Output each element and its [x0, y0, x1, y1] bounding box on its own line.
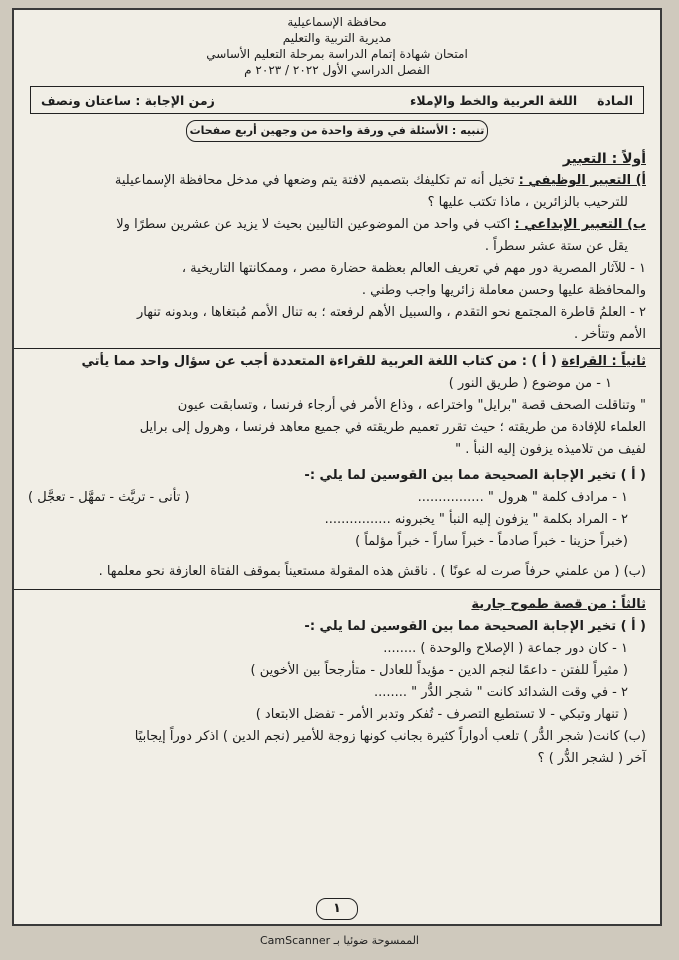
q3-choose-instruction: ( أ ) تخير الإجابة الصحيحة مما بين القوسين لما يلي :- [304, 619, 646, 634]
page-number: ١ [316, 898, 358, 920]
note-box: تنبيه : الأسئلة في ورقة واحدة من وجهين أربع صفحات [186, 120, 488, 142]
question-1 [14, 148, 660, 346]
q3-part-b-line-2: آخر ( لشجر الدُّر ) ؟ [537, 751, 646, 766]
subject-label: المادة [597, 92, 633, 108]
q3-item-1: ١ - كان دور جماعة ( الإصلاح والوحدة ) ........ [383, 641, 628, 656]
camscanner-footer: الممسوحة ضوئيا بـ CamScanner [259, 934, 419, 947]
divider-2 [14, 589, 660, 590]
q2-part-b: (ب) ( من علمني حرفاً صرت له عونًا ) . ناقش هذه المقولة مستعيناً بموقف الفتاة العازفة نحو معلمها . [98, 564, 646, 579]
q1a-text: تخيل أنه تم تكليفك بتصميم لافتة يتم وضعها في مدخل محافظة الإسماعيلية [114, 173, 515, 188]
q2-title: ثانياً : القراءة [561, 354, 646, 369]
topic-1-line-1: ١ - للآثار المصرية دور مهم في تعريف العالم بعظمة حضارة مصر ، وممكانتها التاريخية ، [181, 261, 646, 276]
question-3 [14, 594, 660, 770]
topic-2-line-2: الأمم وتتأخر . [573, 327, 646, 342]
exam-time: زمن الإجابة : ساعتان ونصف [41, 92, 215, 108]
q3-title: ثالثاً : من قصة طموح جارية [471, 597, 646, 612]
q2-item-1: ١ - مرادف كلمة " هرول " ................ [417, 490, 628, 505]
q2-item-1-options: ( تأنى - تريَّث - تمهَّل - تعجَّل ) [28, 490, 190, 505]
q1b-label: ب) التعبير الإبداعي : [514, 217, 646, 232]
q2-title-rest: ( أ ) : من كتاب اللغة العربية للقراءة المتعددة أجب عن سؤال واحد مما يأتي [81, 354, 557, 369]
q3-item-2-options: ( تنهار وتبكي - لا تستطيع التصرف - تُفكر وتدبر الأمر - تفضل الابتعاد ) [255, 707, 628, 722]
q3-item-2: ٢ - في وقت الشدائد كانت " شجر الدُّر " ........ [373, 685, 628, 700]
q2-passage-2: العلماء للإفادة من طريقته ؛ حيث تقرر تعميم طريقته في جميع معاهد فرنسا ، وهرول إلى برايل [139, 420, 646, 435]
q2-item-2-options: (خبراً حزينا - خبراً صادماً - خبراً ساراً - خبراً مؤلماً ) [355, 534, 628, 549]
header-governorate: محافظة الإسماعيلية [287, 15, 387, 29]
divider-1 [14, 348, 660, 349]
q1b-text: اكتب في واحد من الموضوعين التاليين بحيث لا يزيد عن عشرين سطرًا ولا [116, 217, 511, 232]
header-directorate: مديرية التربية والتعليم [282, 31, 392, 45]
q1-title: أولاً : التعبير [562, 151, 646, 167]
q2-passage-3: لفيف من تلاميذه يزفون إليه النبأ . " [455, 442, 646, 457]
q2-passage-1: " وتناقلت الصحف قصة "برايل" واختراعه ، وذاع الأمر في أرجاء فرنسا ، وتسابقت عيون [177, 398, 646, 413]
q2-choose-instruction: ( أ ) تخير الإجابة الصحيحة مما بين القوسين لما يلي :- [304, 468, 646, 483]
q2-item-2: ٢ - المراد بكلمة " يزفون إليه النبأ " يخبرونه ................ [324, 512, 628, 527]
q1a-label: أ) التعبير الوظيفي : [518, 173, 646, 188]
question-2 [14, 351, 660, 583]
topic-1-line-2: والمحافظة عليها وحسن معاملة زائريها واجب وطني . [361, 283, 646, 298]
header-exam-title: امتحان شهادة إتمام الدراسة بمرحلة التعليم الأساسي [206, 47, 468, 61]
exam-header [14, 10, 660, 78]
exam-paper [12, 8, 662, 926]
q1b-text-2: يقل عن ستة عشر سطراً . [484, 239, 628, 254]
q2-topic: ١ - من موضوع ( طريق النور ) [448, 376, 612, 391]
q3-part-b-line-1: (ب) كانت( شجر الدُّر ) تلعب أدواراً كثيرة بجانب كونها زوجة للأمير (نجم الدين ) اذكر دوراً إيجابيًا [134, 729, 646, 744]
subject [410, 93, 633, 108]
header-semester: الفصل الدراسي الأول ٢٠٢٢ / ٢٠٢٣ م [244, 63, 430, 77]
q1a-text-2: للترحيب بالزائرين ، ماذا تكتب عليها ؟ [427, 195, 628, 210]
q3-item-1-options: ( مثيراً للفتن - داعمًا لنجم الدين - مؤيداً للعادل - متأرجحاً بين الأخوين ) [250, 663, 628, 678]
subject-box [30, 86, 644, 114]
topic-2-line-1: ٢ - العلمُ قاطرة المجتمع نحو التقدم ، والسبيل الأهم لرفعته ؛ به تنال الأمم مُبتغاها ، وبدونه تنهار [137, 305, 646, 320]
subject-value: اللغة العربية والخط والإملاء [410, 92, 578, 108]
